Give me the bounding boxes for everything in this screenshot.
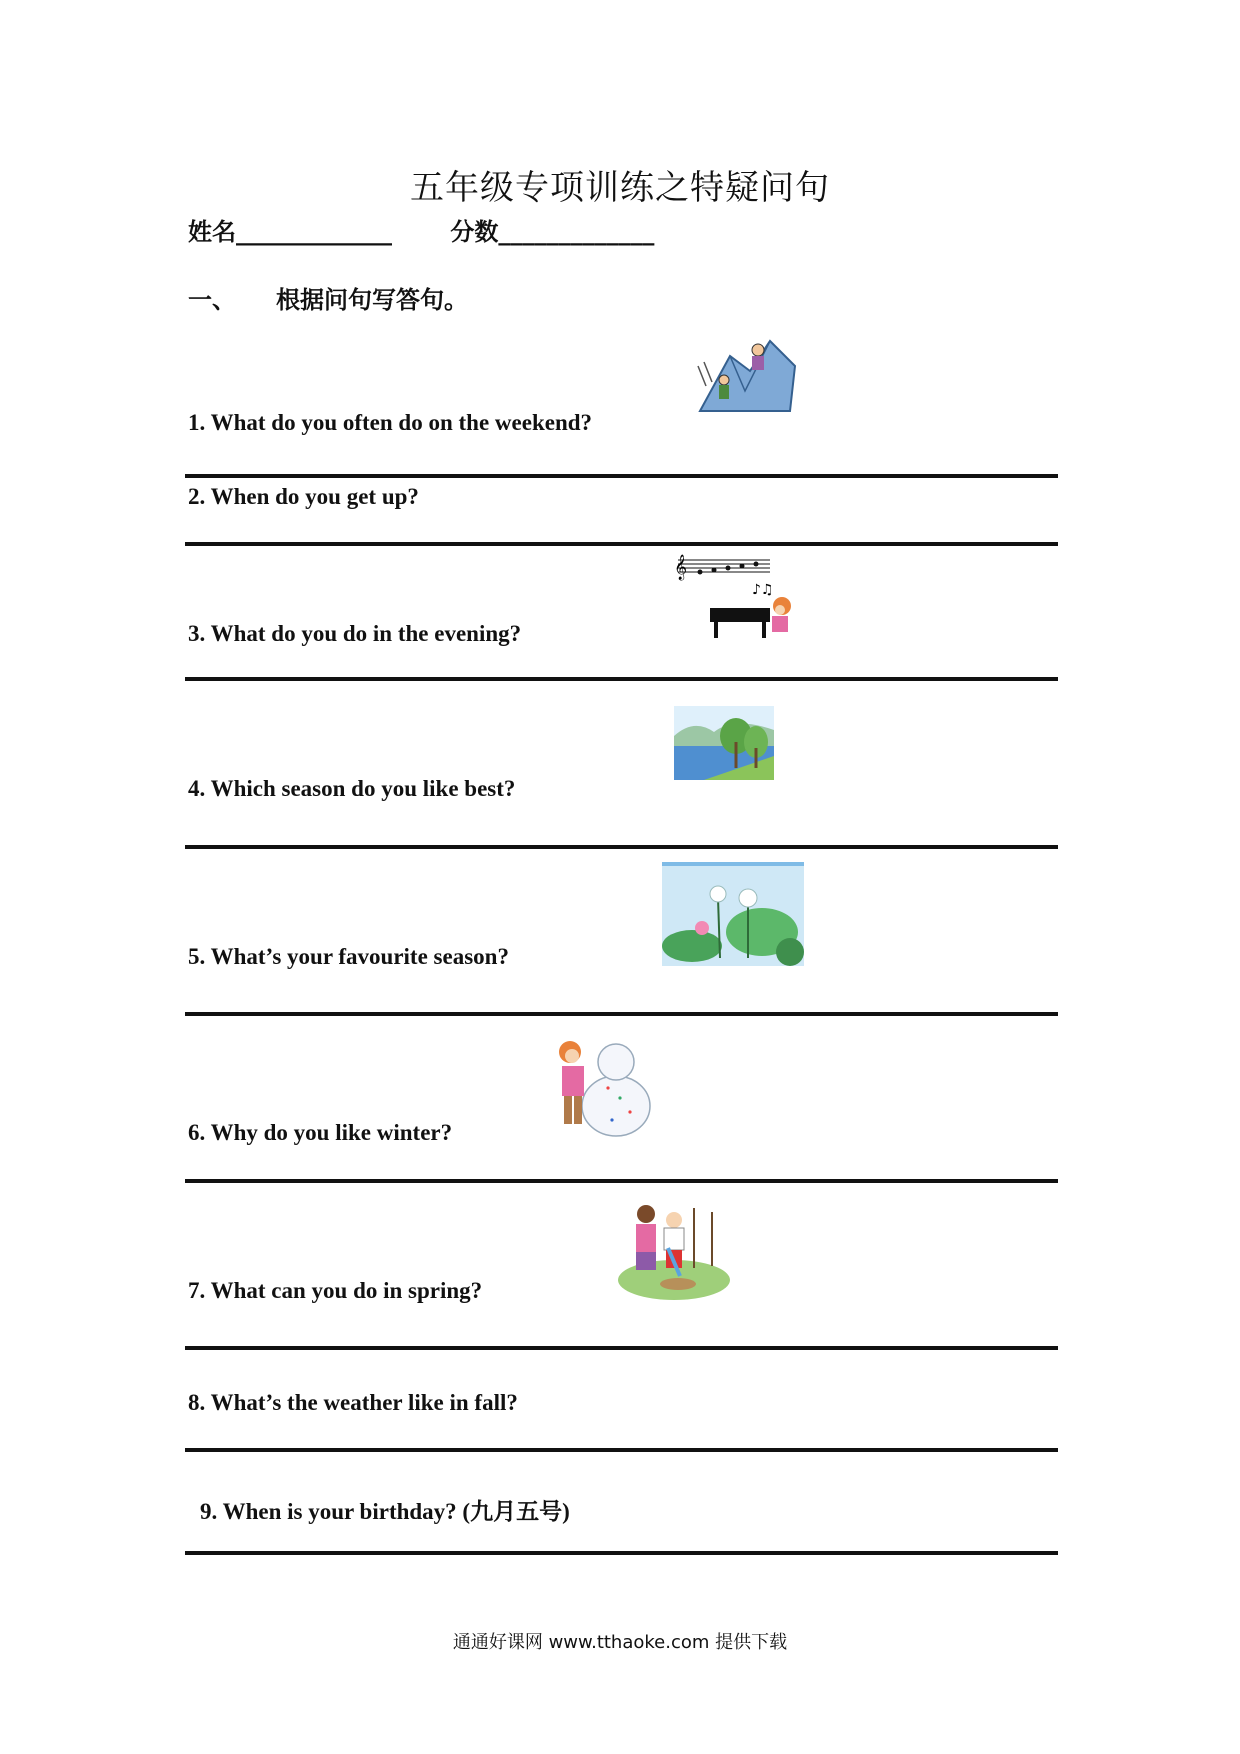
- name-field[interactable]: 姓名_____________: [188, 217, 392, 246]
- question-8: 8. What’s the weather like in fall?: [188, 1390, 518, 1415]
- willow-trees-by-lake-picture: [674, 706, 774, 780]
- answer-line-5[interactable]: [185, 1012, 1058, 1016]
- answer-line-4[interactable]: [185, 845, 1058, 849]
- answer-line-8[interactable]: [185, 1448, 1058, 1452]
- answer-line-6[interactable]: [185, 1179, 1058, 1183]
- lotus-pond-picture: [662, 862, 804, 966]
- question-1: 1. What do you often do on the weekend?: [188, 410, 593, 435]
- children-planting-trees-picture: [616, 1198, 732, 1302]
- girl-playing-piano-picture: [670, 548, 802, 646]
- answer-line-7[interactable]: [185, 1346, 1058, 1350]
- name-score-row: [188, 212, 654, 247]
- question-2: 2. When do you get up?: [188, 484, 419, 509]
- girl-making-snowman-picture: [550, 1028, 660, 1138]
- kids-climbing-mountain-picture: [690, 336, 802, 416]
- answer-line-1[interactable]: [185, 474, 1058, 478]
- question-5: 5. What’s your favourite season?: [188, 944, 509, 969]
- section-title: 根据问句写答句。: [276, 285, 468, 314]
- question-9: 9. When is your birthday? (九月五号): [200, 1499, 570, 1524]
- footer-credit: 通通好课网 www.tthaoke.com 提供下载: [452, 1632, 788, 1653]
- section-number: 一、: [188, 285, 236, 314]
- svg-text:𝄞: 𝄞: [674, 555, 688, 580]
- question-6: 6. Why do you like winter?: [188, 1120, 453, 1145]
- answer-line-3[interactable]: [185, 677, 1058, 681]
- question-3: 3. What do you do in the evening?: [188, 621, 522, 646]
- section-heading: [188, 280, 468, 315]
- answer-line-2[interactable]: [185, 542, 1058, 546]
- page-title: 五年级专项训练之特疑问句: [410, 168, 830, 208]
- question-4: 4. Which season do you like best?: [188, 776, 516, 801]
- question-7: 7. What can you do in spring?: [188, 1278, 483, 1303]
- svg-text:♪♫: ♪♫: [752, 582, 774, 598]
- score-field[interactable]: 分数_____________: [450, 217, 655, 246]
- answer-line-9[interactable]: [185, 1551, 1058, 1555]
